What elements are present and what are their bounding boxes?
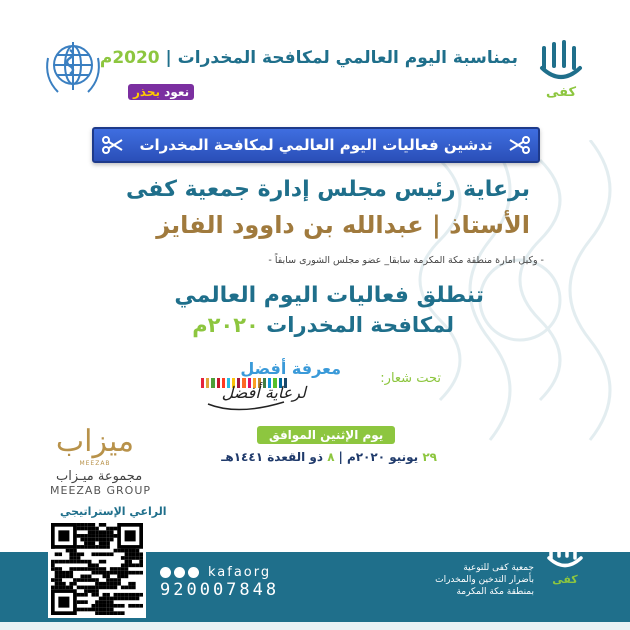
footer-org-line1: جمعية كفى للتوعية xyxy=(463,563,534,573)
motto-color-square xyxy=(206,378,209,388)
launch-text-line2 xyxy=(192,313,454,337)
header-title xyxy=(100,48,518,68)
launch-text-line2-main: لمكافحة المخدرات xyxy=(258,313,454,337)
motto-color-square xyxy=(217,378,220,388)
launch-text-year: ٢٠٢٠م xyxy=(192,313,259,337)
slogan-text-b: بحذر xyxy=(133,85,160,99)
launch-banner xyxy=(92,127,540,163)
who-emblem-icon xyxy=(40,36,106,98)
hijri-day: ٨ xyxy=(327,450,335,464)
footer-org-line3: بمنطقة مكة المكرمة xyxy=(456,587,534,597)
date-separator: | xyxy=(338,450,343,464)
motto-main-text: معرفة أفضل xyxy=(240,359,341,378)
strategic-sponsor-label: الراعي الإستراتيجي xyxy=(60,505,167,518)
footer-org-line2: بأضرار التدخين والمخدرات xyxy=(435,575,534,585)
launch-text-line1: تنطلق فعاليات اليوم العالمي xyxy=(174,283,484,308)
twitter-icon[interactable] xyxy=(188,567,199,578)
kafa-logo-text: كفى xyxy=(545,85,577,100)
date-line xyxy=(221,450,437,464)
sponsor-subtitle: - وكيل امارة منطقة مكة المكرمة سابقا_ عضو مجلس الشورى سابقاً - xyxy=(268,255,544,266)
bottom-strip xyxy=(0,622,630,630)
launch-banner-label: تدشين فعاليات اليوم العالمي لمكافحة المخدرات xyxy=(139,136,493,154)
meezab-logo-en: MEEZAB xyxy=(79,460,111,467)
kafa-footer-logo-text: كفى xyxy=(552,573,578,586)
sponsorship-line: برعاية رئيس مجلس إدارة جمعية كفى xyxy=(126,177,530,202)
meezab-logo-ar: ميزاب xyxy=(56,424,134,459)
scissors-icon xyxy=(508,136,530,154)
qr-code[interactable] xyxy=(48,520,146,618)
kafa-footer-logo-icon xyxy=(546,532,584,586)
hijri-rest: ذو القعدة ١٤٤١هـ xyxy=(221,450,328,464)
slogan-badge xyxy=(128,84,194,100)
social-row xyxy=(160,565,271,580)
slogan-text-a: نعود xyxy=(160,85,190,99)
motto-underline-swash xyxy=(206,398,286,412)
instagram-icon[interactable] xyxy=(174,567,185,578)
meezab-logo-icon xyxy=(56,415,134,470)
phone-number[interactable]: 920007848 xyxy=(160,580,280,600)
gregorian-rest: يونيو ٢٠٢٠م xyxy=(346,450,423,464)
social-handle[interactable]: kafaorg xyxy=(208,565,272,580)
motto-color-square xyxy=(201,378,204,388)
meezab-group-ar: مجموعة ميـزاب xyxy=(56,469,143,484)
scissors-icon xyxy=(102,136,124,154)
header-title-main: بمناسبة اليوم العالمي لمكافحة المخدرات | xyxy=(159,48,518,68)
snapchat-icon[interactable] xyxy=(160,567,171,578)
motto-sub-text: لرعاية أفضل xyxy=(221,383,306,402)
motto-color-square xyxy=(211,378,214,388)
sponsor-name: الأستاذ | عبدالله بن داوود الفايز xyxy=(156,211,530,239)
header-title-year: 2020م xyxy=(99,48,160,68)
kafa-logo-icon xyxy=(538,38,584,100)
day-label-badge: يوم الإثنين الموافق xyxy=(257,426,395,444)
gregorian-day: ٢٩ xyxy=(422,450,437,464)
motto-label: تحت شعار: xyxy=(380,371,441,386)
meezab-group-en: MEEZAB GROUP xyxy=(50,484,152,497)
footer-org-text xyxy=(435,562,534,598)
